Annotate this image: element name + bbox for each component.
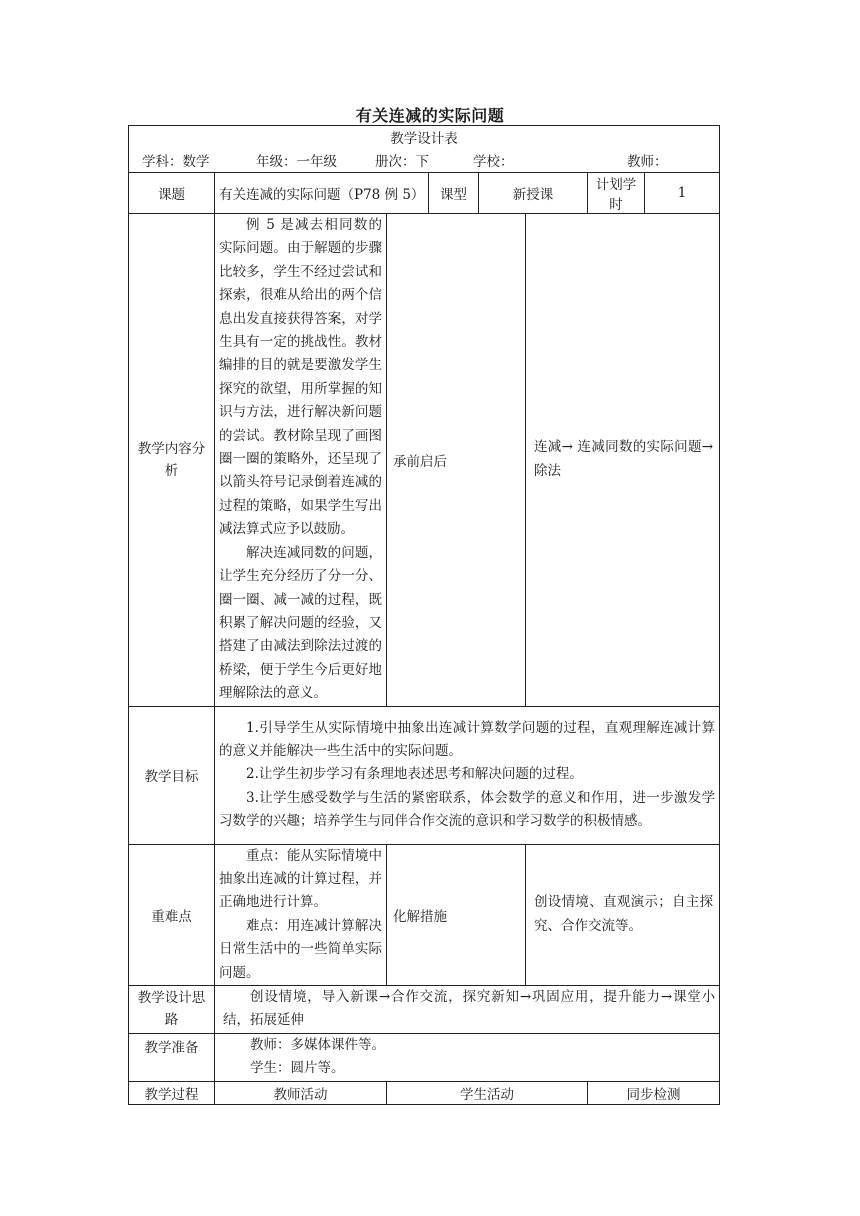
- planned-hours-value: 1: [645, 173, 720, 214]
- key-points-row: [129, 844, 720, 985]
- analysis-row: [129, 214, 720, 707]
- lesson-type-label: 课型: [429, 173, 479, 214]
- teacher-field: 教师：: [627, 154, 668, 170]
- goals-row: [129, 706, 720, 844]
- goal-item: 3.让学生感受数学与生活的紧密联系，体会数学的意义和作用，进一步激发学习数学的兴趣；培养学生与同伴合作交流的意识和学习数学的积极情感。: [219, 789, 716, 830]
- goal-item: 1.引导学生从实际情境中抽象出连减计算数学问题的过程，直观理解连减计算的意义并能解决一些生活中的实际问题。: [219, 719, 716, 759]
- table-header-title: 教学设计表: [390, 131, 458, 147]
- design-approach-row: [129, 985, 720, 1033]
- student-activity-header: 学生活动: [387, 1081, 588, 1104]
- sync-check-header: 同步检测: [588, 1081, 720, 1104]
- goals-content: [215, 706, 720, 844]
- design-approach-label: 教学设计思路: [129, 985, 215, 1033]
- process-label: 教学过程: [129, 1081, 215, 1104]
- planned-hours-label: 计划学时: [588, 173, 645, 214]
- analysis-paragraph: 例 5 是减去相同数的实际问题。由于解题的步骤比较多，学生不经过尝试和探索，很难从给出的两个信息出发直接获得答案，对学生具有一定的挑战性。教材编排的目的就是要激发学生探究的欲望，用所掌握的知识与方法，进行解决新问题的尝试。教材除呈现了画图圈一圈的策略外，还呈现了以箭头符号记录倒着连减的过程的策略，如果学生写出减法算式应予以鼓励。: [219, 217, 382, 538]
- resolution-label: 化解措施: [387, 844, 526, 985]
- preparation-row: [129, 1033, 720, 1081]
- teacher-preparation: 教师：多媒体课件等。: [250, 1036, 385, 1053]
- topic-label: 课题: [129, 173, 215, 214]
- goals-label: 教学目标: [129, 706, 215, 844]
- grade-field: 年级：一年级: [256, 154, 337, 170]
- lesson-type-value: 新授课: [479, 173, 588, 214]
- subject-field: 学科：数学: [142, 154, 210, 170]
- design-approach-content: 创设情境，导入新课→合作交流，探究新知→巩固应用，提升能力→课堂小结，拓展延伸: [215, 985, 720, 1033]
- topic-value: 有关连减的实际问题（P78 例 5）: [215, 173, 429, 214]
- table-header-row: [129, 126, 720, 173]
- volume-field: 册次：下: [375, 154, 429, 170]
- key-points-content: [215, 844, 387, 985]
- analysis-right: 连减→ 连减同数的实际问题→ 除法: [526, 214, 720, 707]
- analysis-label: 教学内容分析: [129, 214, 215, 707]
- student-preparation: 学生：圆片等。: [250, 1060, 345, 1077]
- topic-row: [129, 173, 720, 214]
- process-row: [129, 1081, 720, 1104]
- table-header-info: [133, 150, 715, 172]
- key-point: 重点：能从实际情境中抽象出连减的计算过程，并正确地进行计算。: [219, 847, 382, 911]
- difficult-point: 难点：用连减计算解决日常生活中的一些简单实际问题。: [219, 917, 382, 981]
- goal-item: 2.让学生初步学习有条理地表述思考和解决问题的过程。: [246, 766, 583, 783]
- document-title: 有关连减的实际问题: [355, 106, 505, 125]
- school-field: 学校：: [473, 154, 514, 170]
- lesson-design-table: [128, 125, 720, 1105]
- resolution-measures: 创设情境、直观演示；自主探究、合作交流等。: [526, 844, 720, 985]
- teacher-activity-header: 教师活动: [215, 1081, 387, 1104]
- key-points-label: 重难点: [129, 844, 215, 985]
- analysis-middle: 承前启后: [387, 214, 526, 707]
- analysis-content: [215, 214, 387, 707]
- preparation-content: [215, 1033, 720, 1081]
- preparation-label: 教学准备: [129, 1033, 215, 1081]
- analysis-paragraph: 解决连减同数的问题，让学生充分经历了分一分、圈一圈、减一减的过程，既积累了解决问题的经验，又搭建了由减法到除法过渡的桥梁，便于学生今后更好地理解除法的意义。: [219, 544, 382, 702]
